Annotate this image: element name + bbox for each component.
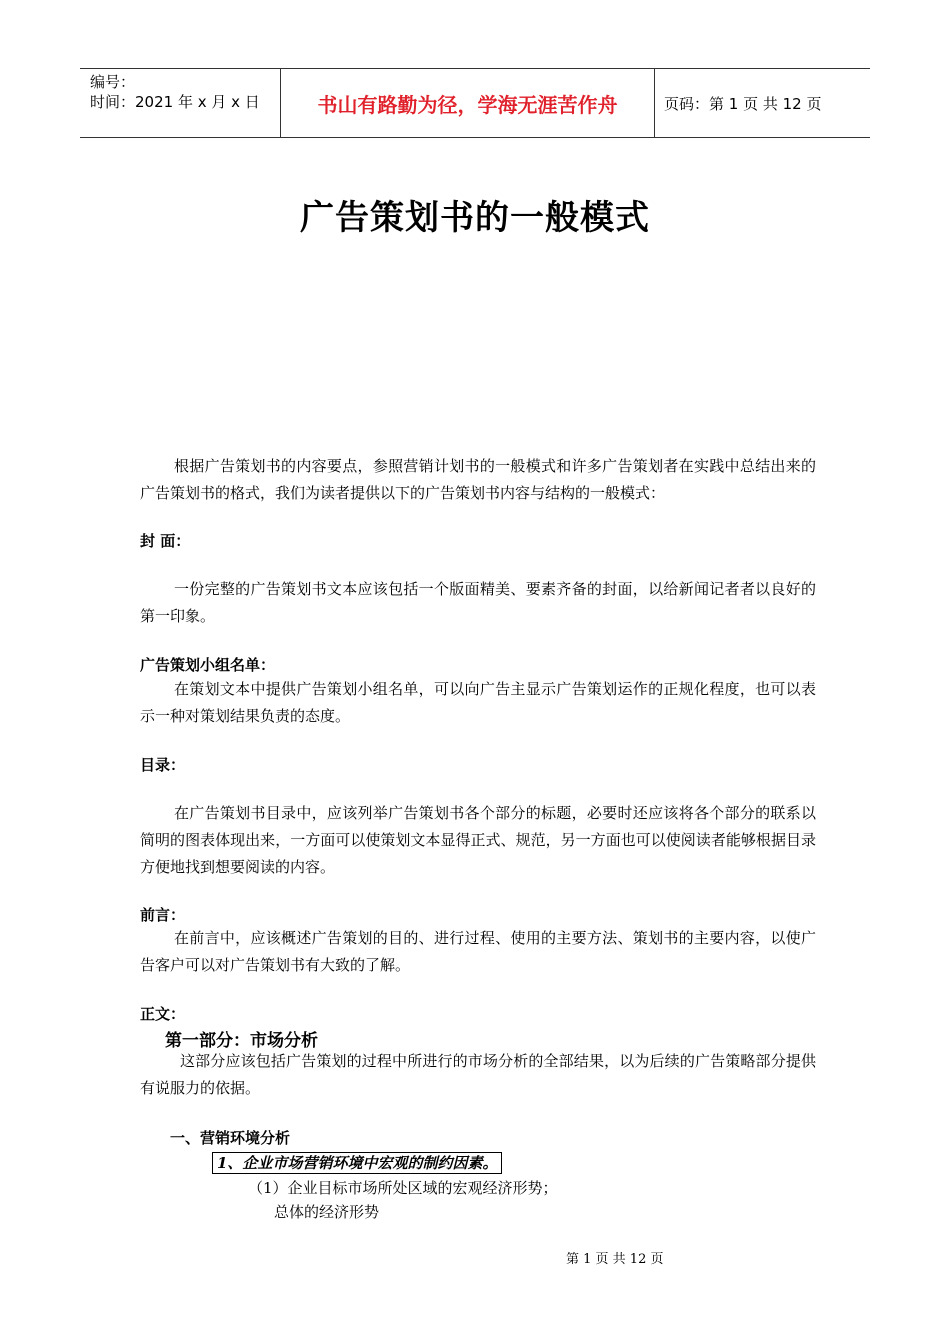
part1-paragraph: 这部分应该包括广告策划的过程中所进行的市场分析的全部结果，以为后续的广告策略部分提供有说服力的依据。 [140,1052,816,1097]
main-heading: 正文： [140,1005,186,1023]
header-meta [80,69,280,137]
header-motto: 书山有路勤为径，学海无涯苦作舟 [317,92,618,117]
team-paragraph: 在策划文本中提供广告策划小组名单，可以向广告主显示广告策划运作的正规化程度，也可以表示一种对策划结果负责的态度。 [140,680,816,725]
page-header [80,68,870,138]
page-footer: 第 1 页 共 12 页 [566,1252,664,1267]
intro-paragraph: 根据广告策划书的内容要点，参照营销计划书的一般模式和许多广告策划者在实践中总结出来的广告策划书的格式，我们为读者提供以下的广告策划书内容与结构的一般模式： [140,457,816,502]
header-date: 时间：2021 年 x 月 x 日 [90,93,260,111]
header-divider [654,69,655,137]
document-title: 广告策划书的一般模式 [300,198,650,238]
team-heading: 广告策划小组名单： [140,656,276,674]
sub1-heading: 一、营销环境分析 [170,1129,291,1147]
part1-heading: 第一部分：市场分析 [165,1031,318,1051]
preface-paragraph: 在前言中，应该概述广告策划的目的、进行过程、使用的主要方法、策划书的主要内容，以使广告客户可以对广告策划书有大致的了解。 [140,929,816,974]
header-number-label: 编号： [90,73,136,91]
cover-paragraph: 一份完整的广告策划书文本应该包括一个版面精美、要素齐备的封面，以给新闻记者者以良好的第一印象。 [140,580,816,625]
sub1-item1-1: （1）企业目标市场所处区域的宏观经济形势； [248,1179,558,1197]
sub1-item1: 1、企业市场营销环境中宏观的制约因素。 [212,1152,502,1174]
sub1-item1-1-a: 总体的经济形势 [274,1203,380,1221]
header-page-info: 页码：第 1 页 共 12 页 [664,95,822,113]
toc-paragraph: 在广告策划书目录中，应该列举广告策划书各个部分的标题，必要时还应该将各个部分的联系以简明的图表体现出来，一方面可以使策划文本显得正式、规范，另一方面也可以使阅读者能够根据目录方便地找到想要阅读的内容。 [140,804,816,876]
toc-heading: 目录： [140,756,186,774]
preface-heading: 前言： [140,906,186,924]
cover-heading: 封 面： [140,532,191,550]
